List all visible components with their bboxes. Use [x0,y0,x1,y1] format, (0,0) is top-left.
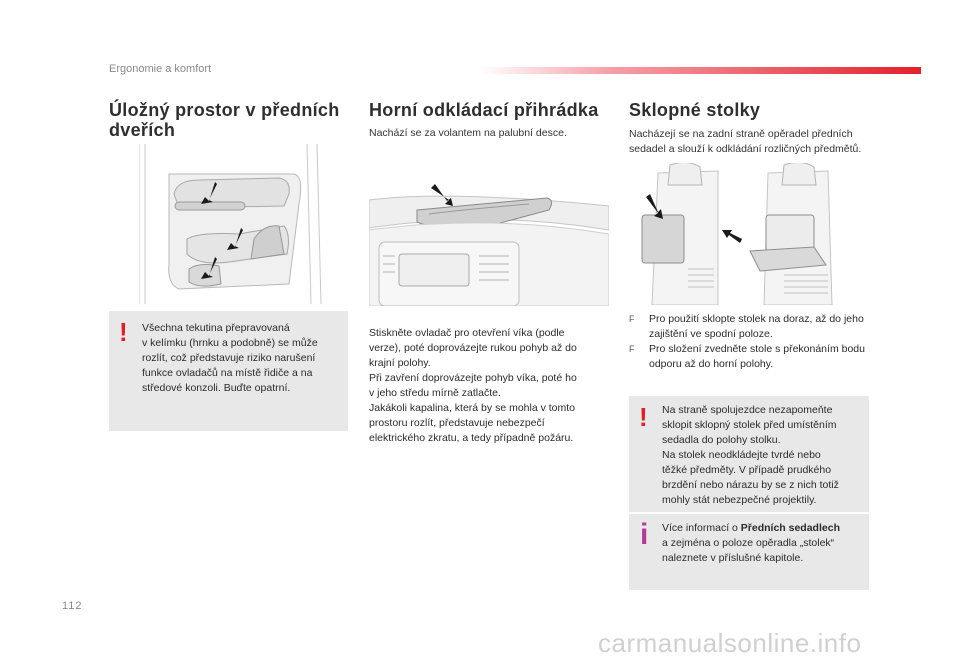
table-warning-text [662,403,862,508]
bullet-symbol: F [629,344,635,354]
bullet-symbol: F [629,314,635,324]
watermark: carmanualsonline.info [598,628,862,658]
warning-icon: ! [119,317,128,347]
upper-compartment-instructions [369,326,604,446]
info-icon: i [640,518,649,551]
warning-line: Všechna tekutina přepravovaná [142,322,290,334]
warning-line: mohly stát nebezpečné projektily. [662,494,817,506]
warning-line: funkce ovladačů na místě řidiče a na [142,367,313,379]
page-number: 112 [62,600,83,612]
warning-line: sklopit sklopný stolek před umístěním [662,419,837,431]
warning-line: středové konzoli. Buďte opatrní. [142,382,291,394]
step-text: Pro použití sklopte stolek na doraz, až do jeho zajištění ve spodní poloze. [649,313,864,340]
door-storage-title: Úložný prostor v předních dveřích [109,100,340,140]
folding-tables-title: Sklopné stolky [629,100,761,120]
info-link-text: Předních sedadlech [740,522,840,534]
info-text [662,521,862,566]
dashboard-compartment-illustration [369,170,609,306]
warning-icon: ! [639,402,648,432]
folding-tables-steps [629,312,869,372]
step-item [629,342,869,372]
instruction-line: Stiskněte ovladač pro otevření víka (podle [369,327,565,339]
step-text: Pro složení zvedněte stole s překonáním bodu odporu až do horní polohy. [649,343,865,370]
table-warning-box [629,396,869,512]
seat-tables-illustration [638,163,860,305]
warning-line: v kelímku (hrnku a podobně) se může [142,337,318,349]
info-line: a zejména o poloze opěradla „stolek“ [662,537,835,549]
instruction-line: verze), poté doprovázejte rukou pohyb až do [369,342,577,354]
header-accent-bar [480,67,921,74]
warning-line: Na straně spolujezdce nezapomeňte [662,404,833,416]
instruction-line: prostoru rozlít, představuje nebezpečí [369,417,545,429]
spill-warning-box [109,311,348,431]
info-box [629,514,869,590]
instruction-line: v jeho středu mírně zatlačte. [369,387,501,399]
door-storage-illustration [139,144,325,304]
step-item [629,312,869,342]
upper-compartment-intro: Nachází se za volantem na palubní desce. [369,127,567,139]
warning-line: Na stolek neodkládejte tvrdé nebo [662,449,821,461]
instruction-line: elektrického zkratu, a tedy případně požáru. [369,432,574,444]
folding-tables-intro: Nacházejí se na zadní straně opěradel předních sedadel a slouží k odkládání rozličných předmětů. [629,128,862,155]
warning-line: rozlít, což představuje riziko narušení [142,352,316,364]
warning-line: brzdění nebo nárazu by se z nich totiž [662,479,839,491]
spill-warning-text [142,321,342,396]
instruction-line: Jakákoli kapalina, která by se mohla v tomto [369,402,576,414]
instruction-line: Při zavření doprovázejte pohyb víka, poté ho [369,372,577,384]
upper-compartment-title: Horní odkládací přihrádka [369,100,599,120]
section-header: Ergonomie a komfort [109,63,212,75]
warning-line: těžké předměty. V případě prudkého [662,464,832,476]
instruction-line: krajní polohy. [369,357,431,369]
info-line: naleznete v příslušné kapitole. [662,552,804,564]
warning-line: sedadla do polohy stolku. [662,434,781,446]
info-prefix: Více informací o [662,522,741,534]
